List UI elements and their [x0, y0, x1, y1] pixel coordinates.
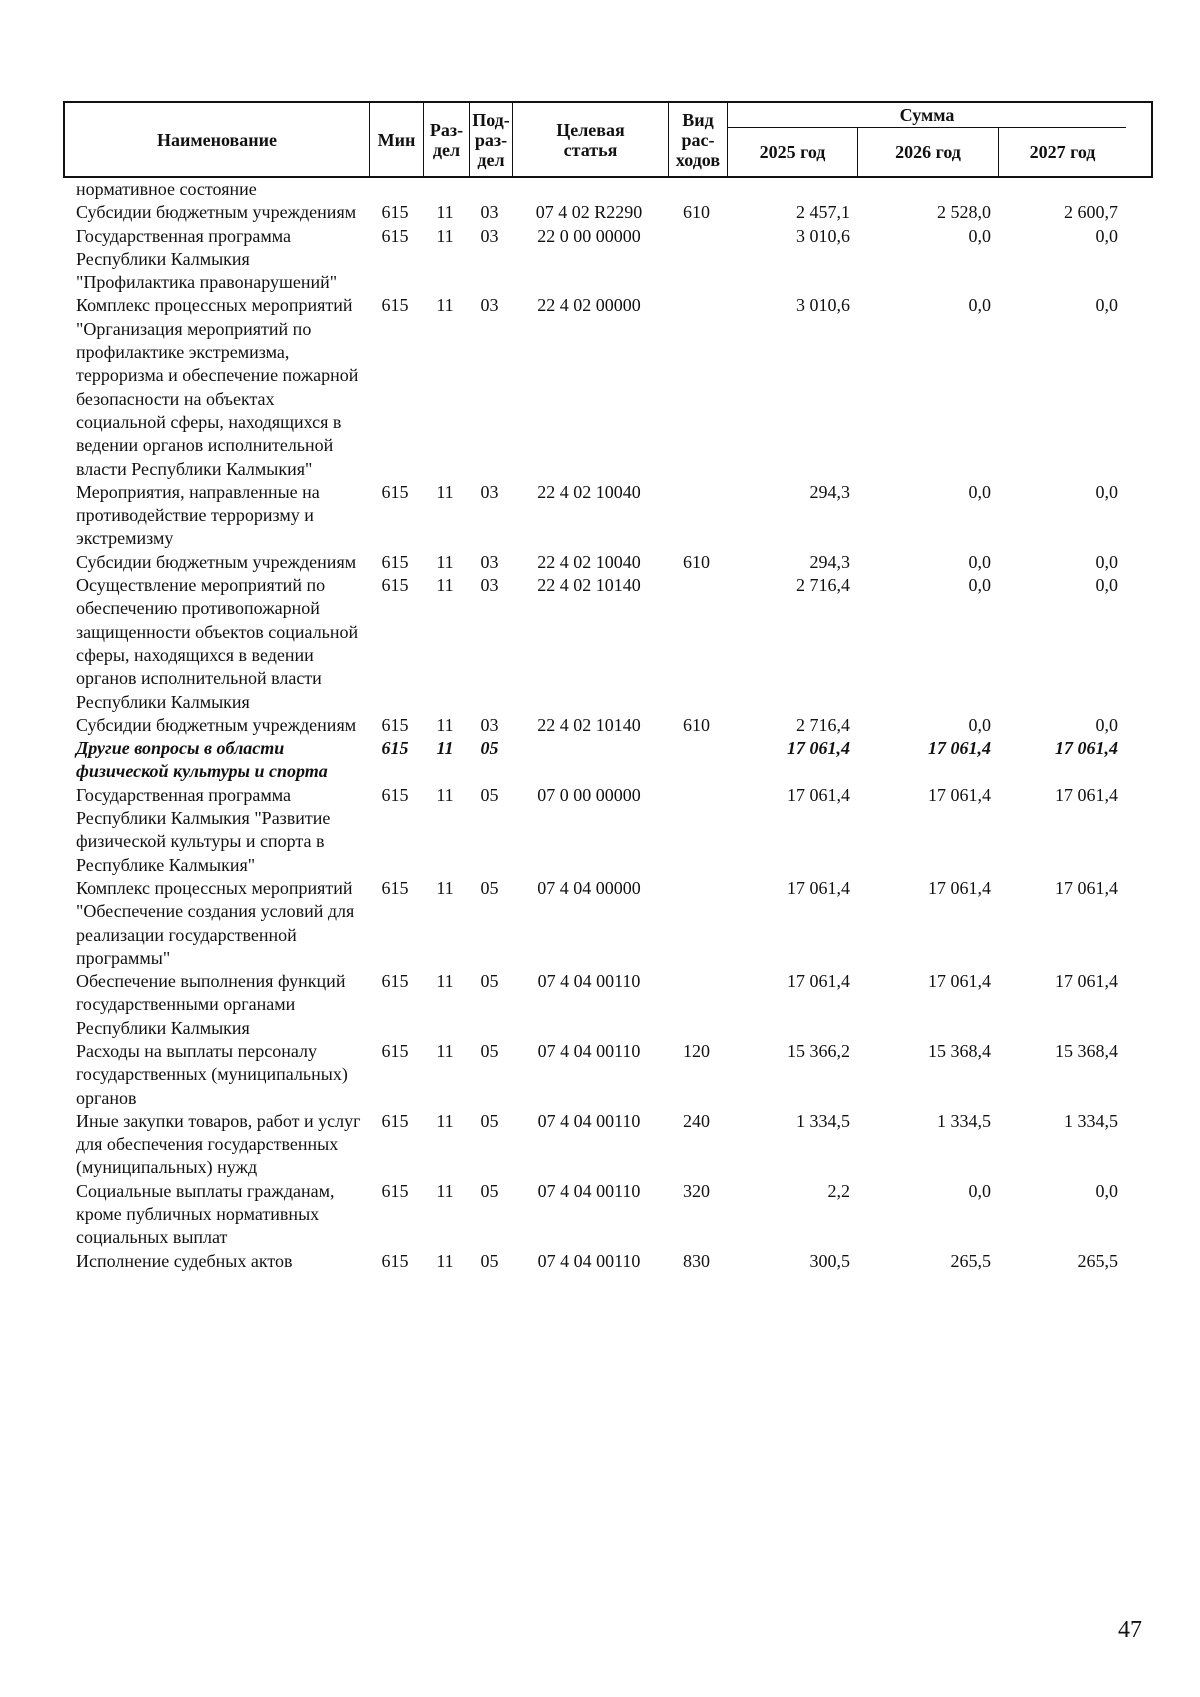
cell-name: Субсидии бюджетным учреждениям [76, 551, 357, 572]
cell-vr: 610 [683, 202, 710, 223]
page-number: 47 [1118, 1617, 1142, 1643]
cell-min: 615 [381, 738, 409, 759]
table-row [63, 574, 1153, 714]
cell-rz: 11 [436, 877, 454, 898]
table-row [63, 225, 1153, 295]
cell-s2: 0,0 [968, 714, 991, 735]
cell-s3: 17 061,4 [1055, 877, 1118, 898]
cell-s2: 265,5 [950, 1250, 991, 1271]
cell-s3: 2 600,7 [1064, 202, 1118, 223]
table-body [63, 178, 1153, 1273]
table-row [63, 737, 1153, 784]
cell-pr: 03 [480, 575, 499, 596]
cell-vr: 320 [683, 1180, 710, 1201]
cell-s3: 0,0 [1095, 551, 1118, 572]
header-2026-label: 2026 год [895, 142, 961, 162]
cell-vr: 610 [683, 714, 710, 735]
cell-pr: 05 [480, 877, 499, 898]
cell-name: Расходы на выплаты персоналу государственных (муниципальных) органов [76, 1040, 348, 1108]
cell-name: Исполнение судебных актов [76, 1250, 293, 1271]
cell-rz: 11 [436, 1040, 454, 1061]
table-row [63, 714, 1153, 737]
cell-s3: 0,0 [1095, 295, 1118, 316]
cell-s1: 2 457,1 [796, 202, 850, 223]
cell-rz: 11 [436, 971, 454, 992]
cell-s3: 17 061,4 [1055, 971, 1118, 992]
cell-s2: 2 528,0 [937, 202, 991, 223]
cell-pr: 03 [480, 225, 499, 246]
cell-name: Субсидии бюджетным учреждениям [76, 714, 357, 735]
table-row [63, 1110, 1153, 1180]
cell-cs: 07 4 04 00110 [537, 1040, 641, 1061]
cell-s3: 0,0 [1095, 225, 1118, 246]
cell-vr [667, 737, 726, 784]
header-min [370, 103, 424, 176]
cell-name: Мероприятия, направленные на противодействие терроризму и экстремизму [76, 481, 320, 549]
cell-pr [468, 178, 511, 201]
header-summa-label: Сумма [899, 105, 955, 125]
cell-cs: 07 4 04 00110 [537, 1110, 641, 1131]
cell-s1: 3 010,6 [796, 295, 850, 316]
cell-rz: 11 [436, 1110, 454, 1131]
cell-pr: 05 [480, 738, 499, 759]
cell-s2: 1 334,5 [937, 1110, 991, 1131]
cell-min: 615 [381, 225, 409, 246]
cell-min: 615 [381, 1250, 409, 1271]
table-row [63, 1040, 1153, 1110]
cell-s3: 17 061,4 [1055, 738, 1118, 759]
header-2026 [858, 128, 999, 176]
cell-s1: 17 061,4 [787, 971, 850, 992]
cell-rz: 11 [436, 481, 454, 502]
table-row [63, 178, 1153, 201]
cell-rz: 11 [436, 551, 454, 572]
cell-s1 [726, 178, 856, 201]
header-razdel [424, 103, 470, 176]
cell-name: Иные закупки товаров, работ и услуг для обеспечения государственных (муниципальных) нужд [76, 1110, 361, 1178]
header-summa [728, 103, 1126, 128]
cell-cs: 07 0 00 00000 [537, 784, 641, 805]
cell-cs [511, 178, 667, 201]
cell-vr: 120 [683, 1040, 710, 1061]
header-name-label: Наименование [157, 129, 277, 150]
header-2027-label: 2027 год [1029, 142, 1096, 162]
cell-s2: 17 061,4 [928, 877, 991, 898]
cell-min: 615 [381, 784, 409, 805]
cell-s3: 15 368,4 [1055, 1040, 1118, 1061]
header-razdel-label: Раз- дел [429, 119, 464, 160]
cell-min: 615 [381, 551, 409, 572]
cell-vr [667, 294, 726, 480]
cell-s3: 0,0 [1095, 481, 1118, 502]
cell-s2: 0,0 [968, 1180, 991, 1201]
cell-name: Комплекс процессных мероприятий "Организация мероприятий по профилактике экстремизма, терроризма и обеспечение пожарной безопасности на объектах социальной сферы, находящихся в ведении органов исполнительной власти Республики Калмыкия" [76, 295, 359, 479]
cell-rz: 11 [436, 714, 454, 735]
cell-s1: 17 061,4 [787, 877, 850, 898]
cell-s1: 17 061,4 [787, 784, 850, 805]
cell-s2: 17 061,4 [928, 784, 991, 805]
cell-cs: 07 4 04 00000 [537, 877, 641, 898]
cell-rz: 11 [436, 1180, 454, 1201]
cell-s2: 0,0 [968, 481, 991, 502]
cell-vr: 830 [683, 1250, 710, 1271]
table-row [63, 1180, 1153, 1250]
header-name [65, 103, 370, 176]
cell-s2: 17 061,4 [928, 738, 991, 759]
cell-pr: 05 [480, 784, 499, 805]
cell-vr [667, 970, 726, 1040]
cell-cs: 22 0 00 00000 [537, 225, 641, 246]
cell-s3: 0,0 [1095, 1180, 1118, 1201]
cell-s1: 15 366,2 [787, 1040, 850, 1061]
cell-min: 615 [381, 877, 409, 898]
cell-vr: 240 [683, 1110, 710, 1131]
cell-rz: 11 [436, 225, 454, 246]
cell-s3: 17 061,4 [1055, 784, 1118, 805]
cell-cs: 07 4 04 00110 [537, 1180, 641, 1201]
table-row [63, 201, 1153, 224]
cell-min: 615 [381, 575, 409, 596]
cell-s1: 2 716,4 [796, 714, 850, 735]
cell-pr: 03 [480, 714, 499, 735]
cell-cs: 07 4 04 00110 [537, 1250, 641, 1271]
cell-name: Субсидии бюджетным учреждениям [76, 202, 357, 223]
cell-cs: 22 4 02 10140 [537, 714, 641, 735]
cell-vr [667, 877, 726, 970]
cell-pr: 03 [480, 202, 499, 223]
cell-s3 [997, 178, 1124, 201]
header-podrazdel [470, 103, 513, 176]
cell-rz: 11 [436, 784, 454, 805]
cell-rz: 11 [436, 738, 454, 759]
header-statya [513, 103, 669, 176]
cell-s1: 1 334,5 [796, 1110, 850, 1131]
cell-s1: 2,2 [827, 1180, 850, 1201]
cell-cs [511, 737, 667, 784]
cell-pr: 03 [480, 295, 499, 316]
cell-min: 615 [381, 481, 409, 502]
cell-min: 615 [381, 971, 409, 992]
cell-s2: 0,0 [968, 295, 991, 316]
header-podrazdel-label: Под- раз- дел [472, 109, 510, 170]
cell-s3: 1 334,5 [1064, 1110, 1118, 1131]
cell-s2: 0,0 [968, 225, 991, 246]
table-row [63, 877, 1153, 970]
cell-cs: 22 4 02 10040 [537, 481, 641, 502]
cell-s1: 300,5 [809, 1250, 850, 1271]
cell-rz: 11 [436, 575, 454, 596]
cell-pr: 03 [480, 481, 499, 502]
cell-pr: 05 [480, 1110, 499, 1131]
cell-s1: 3 010,6 [796, 225, 850, 246]
table-header [63, 101, 1153, 178]
cell-name: Обеспечение выполнения функций государственными органами Республики Калмыкия [76, 971, 346, 1038]
cell-s1: 2 716,4 [796, 575, 850, 596]
cell-vr: 610 [683, 551, 710, 572]
cell-min: 615 [381, 1110, 409, 1131]
cell-vr [667, 225, 726, 295]
header-vid-label: Вид рас- ходов [675, 109, 721, 170]
header-2025 [728, 128, 858, 176]
cell-cs: 22 4 02 00000 [537, 295, 641, 316]
cell-cs: 22 4 02 10140 [537, 575, 641, 596]
cell-rz [422, 178, 468, 201]
cell-s1: 294,3 [809, 551, 850, 572]
table-row [63, 481, 1153, 551]
cell-pr: 05 [480, 1040, 499, 1061]
header-vid [669, 103, 728, 176]
cell-cs: 07 4 04 00110 [537, 971, 641, 992]
cell-s3: 0,0 [1095, 714, 1118, 735]
cell-s3: 265,5 [1077, 1250, 1118, 1271]
cell-s2: 0,0 [968, 551, 991, 572]
header-min-label: Мин [377, 129, 416, 150]
cell-pr: 05 [480, 1180, 499, 1201]
header-2025-label: 2025 год [759, 142, 826, 162]
table-row [63, 970, 1153, 1040]
cell-s3: 0,0 [1095, 575, 1118, 596]
table-row [63, 294, 1153, 480]
cell-name: Осуществление мероприятий по обеспечению противопожарной защищенности объектов социальной сферы, находящихся в ведении органов исполнительной власти Республики Калмыкия [76, 575, 359, 712]
cell-vr [667, 784, 726, 877]
cell-name: Социальные выплаты гражданам, кроме публичных нормативных социальных выплат [76, 1180, 335, 1248]
cell-cs: 22 4 02 10040 [537, 551, 641, 572]
cell-min: 615 [381, 1180, 409, 1201]
cell-pr: 05 [480, 971, 499, 992]
cell-rz: 11 [436, 1250, 454, 1271]
cell-s2 [856, 178, 997, 201]
cell-vr [667, 574, 726, 714]
cell-min: 615 [381, 295, 409, 316]
budget-table [63, 101, 1153, 1273]
cell-s1: 17 061,4 [787, 738, 850, 759]
table-row [63, 1250, 1153, 1273]
cell-name: Другие вопросы в области физической культуры и спорта [76, 738, 328, 782]
cell-vr [667, 178, 726, 201]
cell-min [368, 178, 422, 201]
cell-rz: 11 [436, 295, 454, 316]
cell-cs: 07 4 02 R2290 [535, 202, 643, 223]
cell-pr: 03 [480, 551, 499, 572]
cell-name: Государственная программа Республики Калмыкия "Профилактика правонарушений" [76, 225, 338, 293]
cell-s2: 15 368,4 [928, 1040, 991, 1061]
cell-name: нормативное состояние [76, 179, 257, 199]
table-row [63, 551, 1153, 574]
cell-s2: 17 061,4 [928, 971, 991, 992]
table-row [63, 784, 1153, 877]
cell-min: 615 [381, 202, 409, 223]
cell-rz: 11 [436, 202, 454, 223]
cell-s1: 294,3 [809, 481, 850, 502]
cell-name: Государственная программа Республики Калмыкия "Развитие физической культуры и спорта в Республике Калмыкия" [76, 784, 331, 875]
header-statya-label: Целевая статья [556, 119, 625, 160]
header-2027 [999, 128, 1126, 176]
cell-name: Комплекс процессных мероприятий "Обеспечение создания условий для реализации государственной программы" [76, 877, 355, 968]
cell-vr [667, 481, 726, 551]
cell-s2: 0,0 [968, 575, 991, 596]
cell-pr: 05 [480, 1250, 499, 1271]
cell-min: 615 [381, 714, 409, 735]
cell-min: 615 [381, 1040, 409, 1061]
